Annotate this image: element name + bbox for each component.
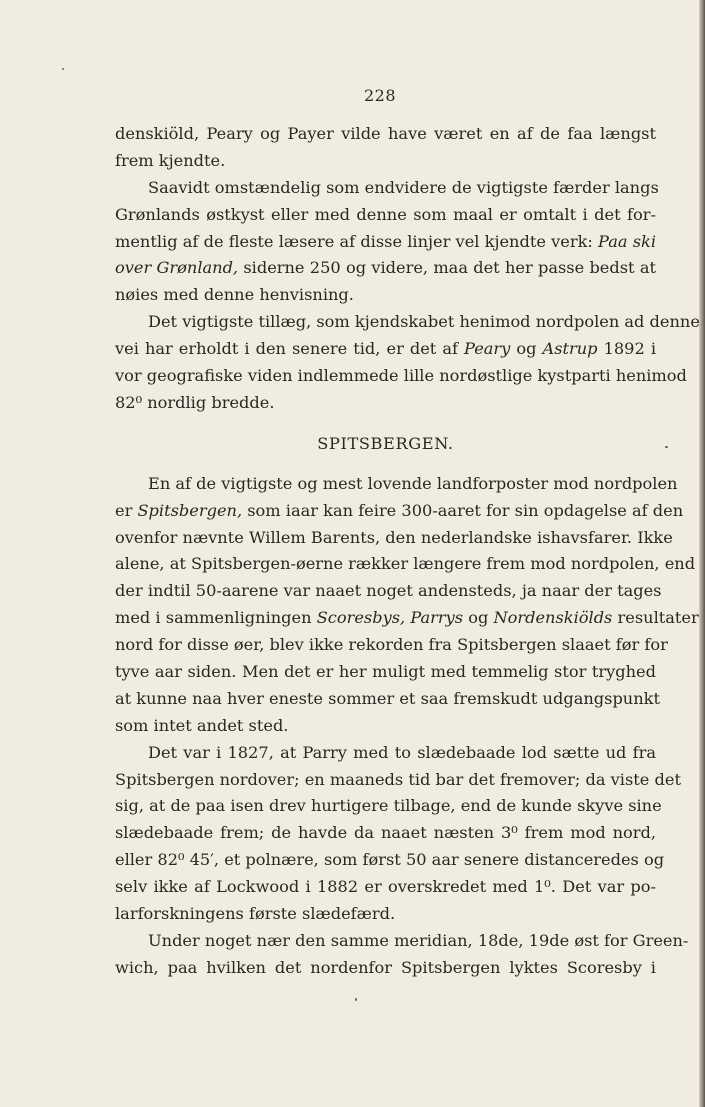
text-run: eller 82⁰ 45′, et polnære, som først 50 aar senere distanceredes og xyxy=(115,850,665,870)
text-run: slædebaade frem; de havde da naaet næsten 3⁰ frem mod nord, xyxy=(115,823,656,843)
text-line xyxy=(115,336,656,363)
text-line xyxy=(115,793,662,820)
text-run: nøies med denne henvisning. xyxy=(115,285,354,305)
text-line xyxy=(115,202,656,229)
text-line xyxy=(115,390,656,417)
text-line xyxy=(115,148,656,175)
text-run: og xyxy=(510,339,543,359)
text-line xyxy=(115,255,656,282)
text-run: vor geografiske viden indlemmede lille nordøstlige kystparti henimod xyxy=(115,366,687,386)
text-run: sig, at de paa isen drev hurtigere tilbage, end de kunde skyve sine xyxy=(115,796,662,816)
text-run: tyve aar siden. Men det er her muligt med temmelig stor tryghed xyxy=(115,662,656,682)
text-run: Spitsbergen nordover; en maaneds tid bar det fremover; da viste det xyxy=(115,769,681,789)
italic-text: Nordenskiölds xyxy=(493,608,613,628)
text-run: alene, at Spitsbergen-øerne rækker længere frem mod nordpolen, end xyxy=(115,554,696,574)
italic-text: Scoresbys, Parrys xyxy=(316,608,464,628)
text-run: nord for disse øer, blev ikke rekorden fra Spitsbergen slaaet før for xyxy=(115,635,668,655)
text-line xyxy=(115,605,699,632)
text-run: 1892 i xyxy=(597,339,657,359)
text-line xyxy=(115,820,656,847)
text-line xyxy=(115,229,656,256)
text-run: ovenfor nævnte Willem Barents, den nederlandske ishavsfarer. Ikke xyxy=(115,527,673,547)
text-run: wich, paa hvilken det nordenfor Spitsbergen lyktes Scoresby i xyxy=(115,957,656,977)
italic-text: Peary xyxy=(464,339,511,359)
paragraph-start xyxy=(115,928,689,955)
text-run: og xyxy=(463,608,494,628)
text-run: selv ikke af Lockwood i 1882 er overskredet med 1⁰. Det var po- xyxy=(115,877,656,897)
text-run: mentlig af de fleste læsere af disse linjer vel kjendte verk: xyxy=(115,231,599,251)
italic-text: Spitsbergen, xyxy=(137,500,243,520)
text-run: denskiöld, Peary og Payer vilde have været en af de faa længst xyxy=(115,124,656,143)
paragraph-start xyxy=(115,740,656,767)
text-line xyxy=(115,121,656,148)
text-run: Det var i 1827, at Parry med to slædebaade lod sætte ud fra xyxy=(148,742,656,762)
italic-text: Astrup xyxy=(542,339,598,359)
page-edge xyxy=(699,0,705,1107)
text-run: En af de vigtigste og mest lovende landforposter mod nordpolen xyxy=(148,473,678,493)
page-number: 228 xyxy=(363,86,397,105)
text-run: frem kjendte. xyxy=(115,150,226,170)
text-line xyxy=(115,282,656,309)
text-run: som iaar kan feire 300-aaret for sin opdagelse af den xyxy=(242,500,684,520)
text-run: Saavidt omstændelig som endvidere de vigtigste færder langs xyxy=(148,177,659,197)
paper-speck xyxy=(62,68,64,70)
paragraph-start xyxy=(115,471,678,498)
paragraph-start xyxy=(115,175,659,202)
italic-text: over Grønland, xyxy=(115,258,239,278)
text-line xyxy=(115,525,673,552)
text-line xyxy=(115,955,656,982)
text-run: Det vigtigste tillæg, som kjendskabet henimod nordpolen ad denne xyxy=(148,312,700,332)
text-line xyxy=(115,713,656,740)
text-run: Grønlands østkyst eller med denne som maal er omtalt i det for- xyxy=(115,204,656,224)
text-run: siderne 250 og videre, maa det her passe bedst at xyxy=(238,258,656,278)
text-run: med i sammenligningen xyxy=(115,608,317,628)
text-run: at kunne naa hver eneste sommer et saa fremskudt udgangspunkt xyxy=(115,688,660,708)
paper-speck xyxy=(355,998,357,1001)
text-run: som intet andet sted. xyxy=(115,715,289,735)
text-run: er xyxy=(115,500,138,520)
text-line xyxy=(115,874,656,901)
text-line xyxy=(115,551,696,578)
italic-text: Paa ski xyxy=(598,231,656,251)
text-line xyxy=(115,686,660,713)
text-line xyxy=(115,498,684,525)
text-line xyxy=(115,901,656,928)
text-line xyxy=(115,363,687,390)
text-run: larforskningens første slædefærd. xyxy=(115,904,396,924)
text-run: 82⁰ nordlig bredde. xyxy=(115,392,275,412)
paper-speck xyxy=(665,446,668,448)
text-run: resultater xyxy=(612,608,699,628)
text-line xyxy=(115,632,668,659)
text-line xyxy=(115,659,656,686)
text-run: der indtil 50-aarene var naaet noget andensteds, ja naar der tages xyxy=(115,581,662,601)
text-line xyxy=(115,767,681,794)
section-heading: SPITSBERGEN. xyxy=(317,433,454,453)
text-run: Under noget nær den samme meridian, 18de, 19de øst for Green- xyxy=(148,930,689,950)
paragraph-start xyxy=(115,309,700,336)
page-body xyxy=(115,121,700,982)
text-run: vei har erholdt i den senere tid, er det af xyxy=(115,339,465,359)
text-line xyxy=(115,578,662,605)
text-line xyxy=(115,847,665,874)
